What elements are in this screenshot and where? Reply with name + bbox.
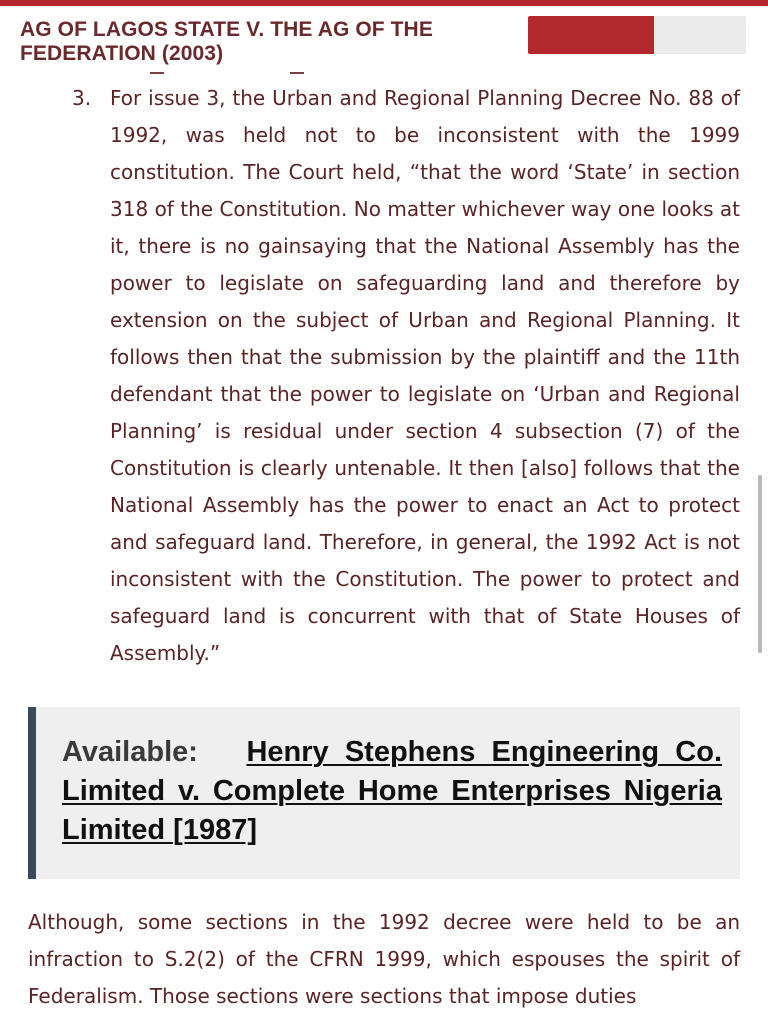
body-paragraph: Although, some sections in the 1992 decree were held to be an infraction to S.2(2) of the CFRN 1999, which espouses the spirit of Federalism. Those sections were sections that impose duties (28, 910, 740, 1008)
callout-label: Available: (62, 736, 198, 768)
divider-mark (290, 72, 304, 74)
scrollbar-thumb[interactable] (758, 475, 762, 653)
reading-progress-fill (528, 16, 654, 54)
available-callout (28, 707, 740, 879)
article-header (0, 6, 768, 68)
list-number: 3. (72, 86, 92, 110)
callout-text (62, 733, 722, 850)
divider-mark (150, 72, 164, 74)
article-title: AG OF LAGOS STATE V. THE AG OF THE FEDERATION (2003) (20, 18, 433, 65)
case-link[interactable]: Henry Stephens Engineering Co. Limited v. Complete Home Enterprises Nigeria Limited [1987] (62, 736, 723, 846)
court-quote-text: For issue 3, the Urban and Regional Planning Decree No. 88 of 1992, was held not to be inconsistent with the 1999 constitution. The Court held, “that the word ‘State’ in section 318 of the Constitution. No matter whichever way one looks at it, there is no gainsaying that the National Assembly has the power to legislate on safeguarding land and therefore by extension on the subject of Urban and Regional Planning. It follows then that the submission by the plaintiff and the 11th defendant that the power to legislate on ‘Urban and Regional Planning’ is residual under section 4 subsection (7) of the Constitution is clearly untenable. It then [also] follows that the National Assembly has the power to enact an Act to protect and safeguard land. Therefore, in general, the 1992 Act is not inconsistent with the Constitution. The power to protect and safeguard land is concurrent with that of State Houses of Assembly.” (110, 86, 740, 665)
reading-progress-bar (528, 16, 746, 54)
